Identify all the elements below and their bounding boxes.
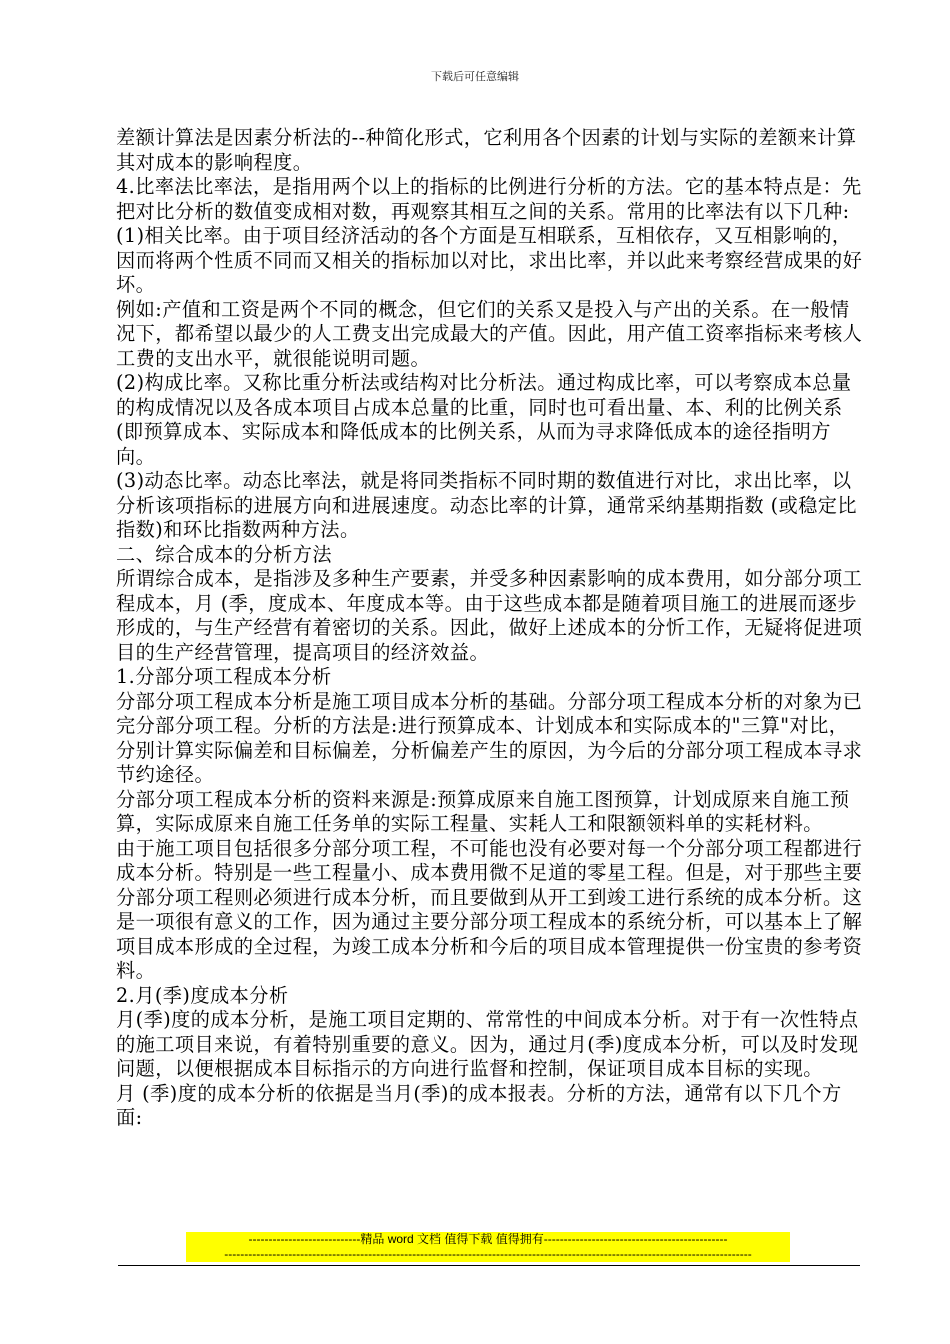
section-heading: 二、综合成本的分析方法 [116, 542, 333, 566]
paragraph: 月(季)度的成本分析，是施工项目定期的、常常性的中间成本分析。对于有一次性特点的施工项目来说，有着特别重要的意义。因为，通过月(季)度成本分析，可以及时发现问题，以便根据成本目标指示的方向进行监督和控制，保证项目成本目标的实现。 [116, 1008, 859, 1080]
paragraph: (3)动态比率。动态比率法，就是将同类指标不同时期的数值进行对比，求出比率，以分析该项指标的进展方向和进展速度。动态比率的计算，通常采纳基期指数 (或稳定比指数)和环比指数两种方法。 [116, 469, 858, 541]
document-body [116, 126, 866, 1131]
subsection-heading: 1.分部分项工程成本分析 [116, 665, 332, 688]
paragraph: 例如:产值和工资是两个不同的概念，但它们的关系又是投入与产出的关系。在一般情况下，都希望以最少的人工费支出完成最大的产值。因此，用产值工资率指标来考核人工费的支出水平，就很能说明司题。 [116, 297, 863, 370]
paragraph: 分部分项工程成本分析的资料来源是:预算成原来自施工图预算，计划成原来自施工预算，实际成原来自施工任务单的实际工程量、实耗人工和限额领料单的实耗材料。 [116, 787, 850, 835]
subsection-heading: 2.月(季)度成本分析 [116, 983, 289, 1007]
footer-dash-line: ------------------------------------------------------------------------------------------------------------------------------------ [186, 1247, 790, 1262]
paragraph: 所谓综合成本，是指涉及多种生产要素，并受多种因素影响的成本费用，如分部分项工程成本，月 (季，度成本、年度成本等。由于这些成本都是随着项目施工的进展而逐步形成的，与生产经营有着密切的关系。因此，做好上述成本的分忻工作，无疑将促进项目的生产经营管理，提高项目的经济效益。 [116, 567, 863, 664]
page-header: 下载后可任意编辑 [431, 70, 519, 83]
footer-rule [118, 1265, 860, 1266]
paragraph: 由于施工项目包括很多分部分项工程，不可能也没有必要对每一个分部分项工程都进行成本分析。特别是一些工程量小、成本费用微不足道的零星工程。但是，对于那些主要分部分项工程则必须进行成本分析，而且要做到从开工到竣工进行系统的成本分析。这是一项很有意义的工作，因为通过主要分部分项工程成本的系统分析，可以基本上了解项目成本形成的全过程，为竣工成本分析和今后的项目成本管理提供一份宝贵的参考资料。 [116, 836, 863, 982]
paragraph: (2)构成比率。又称比重分析法或结构对比分析法。通过构成比率，可以考察成本总量的构成情况以及各成本项目占成本总量的比重，同时也可看出量、本、利的比例关系(即预算成本、实际成本和降低成本的比例关系，从而为寻求降低成本的途径指明方向。 [116, 371, 852, 468]
paragraph: 4.比率法比率法，是指用两个以上的指标的比例进行分析的方法。它的基本特点是：先把对比分析的数值变成相对数，再观察其相互之间的关系。常用的比率法有以下几种: [116, 175, 862, 223]
paragraph: 差额计算法是因素分析法的--种简化形式，它利用各个因素的计划与实际的差额来计算其对成本的影响程度。 [116, 126, 857, 174]
paragraph: 月 (季)度的成本分析的依据是当月(季)的成本报表。分析的方法，通常有以下几个方面: [116, 1081, 842, 1129]
footer-banner: ----------------------------精品 word 文档 值得下载 值得拥有---------------------------------------------- [186, 1232, 790, 1247]
paragraph: (1)相关比率。由于项目经济活动的各个方面是互相联系，互相依存，又互相影响的，因而将两个性质不同而又相关的指标加以对比，求出比率，并以此来考察经营成果的好坏。 [116, 224, 863, 296]
paragraph: 分部分项工程成本分析是施工项目成本分析的基础。分部分项工程成本分析的对象为已完分部分项工程。分析的方法是:进行预算成本、计划成本和实际成本的"三算"对比，分别计算实际偏差和目标偏差，分析偏差产生的原因，为今后的分部分项工程成本寻求节约途径。 [116, 689, 863, 786]
